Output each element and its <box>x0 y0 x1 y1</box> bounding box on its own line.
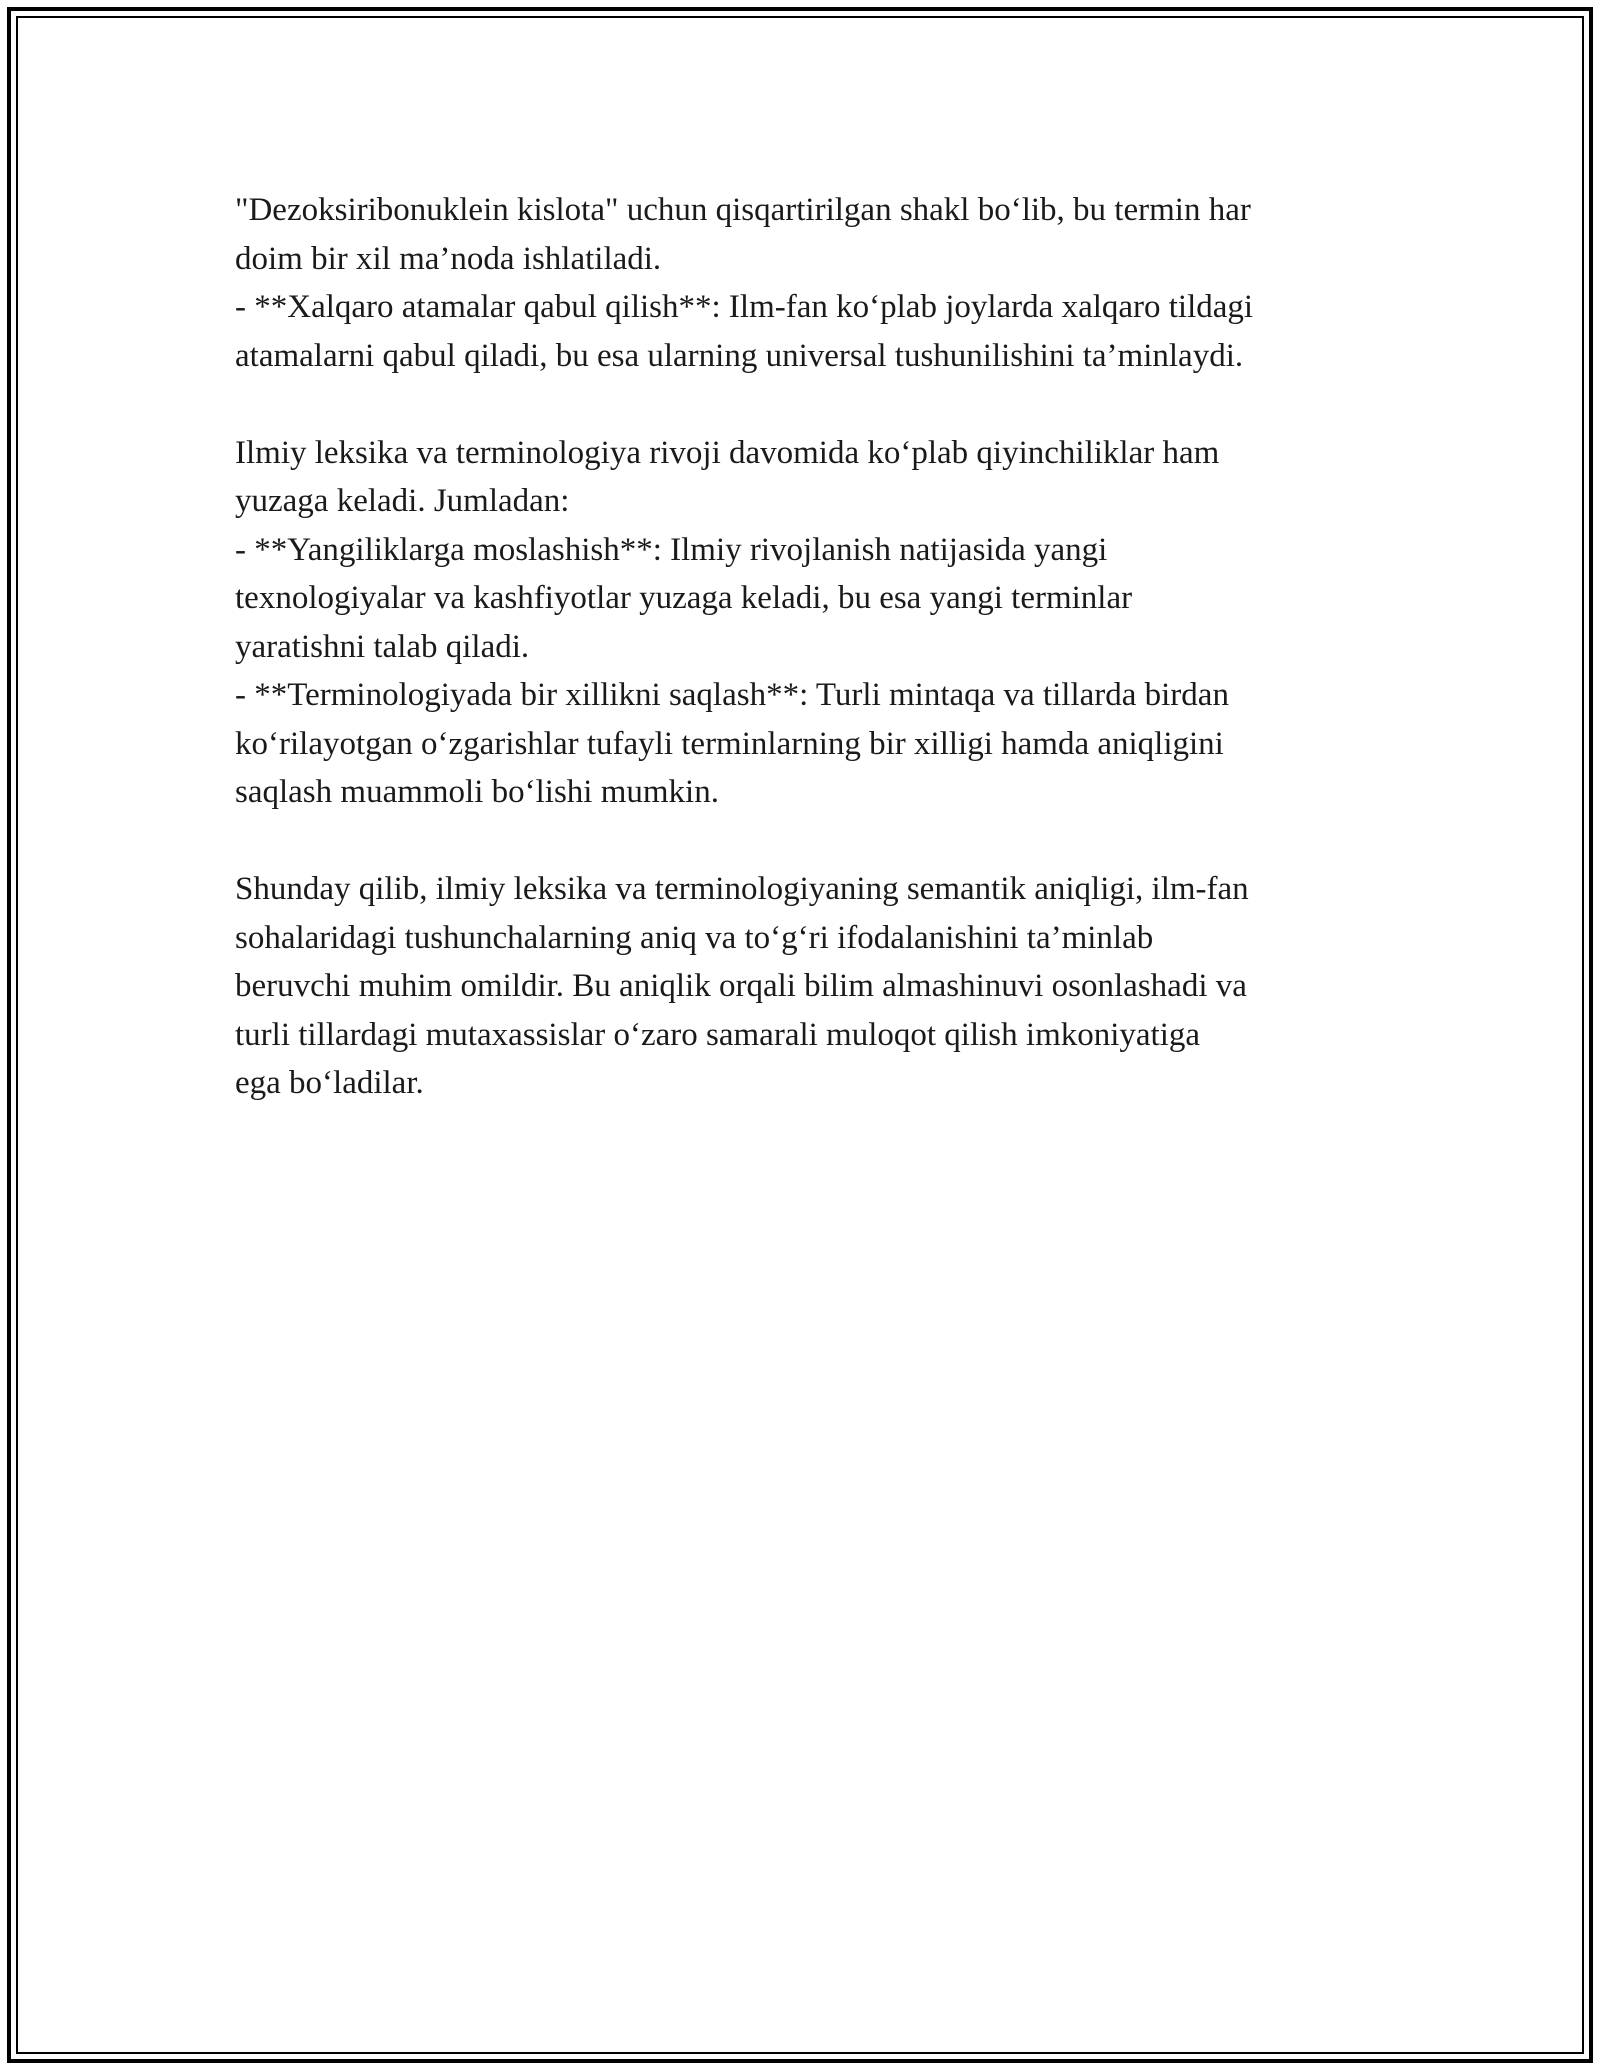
paragraph-spacer <box>235 380 1375 429</box>
text-line: ko‘rilayotgan o‘zgarishlar tufayli terminlarning bir xilligi hamda aniqligini <box>235 725 1224 762</box>
text-line: doim bir xil ma’noda ishlatiladi. <box>235 240 662 277</box>
text-line: yaratishni talab qiladi. <box>235 628 530 665</box>
text-line: saqlash muammoli bo‘lishi mumkin. <box>235 774 719 810</box>
text-line: Shunday qilib, ilmiy leksika va terminologiyaning semantik aniqligi, ilm-fan <box>235 871 1249 907</box>
text-line: turli tillardagi mutaxassislar o‘zaro samarali muloqot qilish imkoniyatiga <box>235 1016 1201 1053</box>
paragraph-spacer <box>235 817 1375 866</box>
paragraph-dna-and-international-terms <box>235 186 1375 380</box>
paragraph-conclusion <box>235 865 1375 1108</box>
paragraph-terminology-challenges <box>235 429 1375 817</box>
text-line: - **Xalqaro atamalar qabul qilish**: Ilm-fan ko‘plab joylarda xalqaro tildagi <box>235 289 1254 325</box>
text-line: texnologiyalar va kashfiyotlar yuzaga keladi, bu esa yangi terminlar <box>235 580 1133 616</box>
text-line: Ilmiy leksika va terminologiya rivoji davomida ko‘plab qiyinchiliklar ham <box>235 434 1220 471</box>
text-line: sohalaridagi tushunchalarning aniq va to‘g‘ri ifodalanishini ta’minlab <box>235 919 1154 956</box>
text-line: atamalarni qabul qiladi, bu esa ularning universal tushunilishini ta’minlaydi. <box>235 337 1244 374</box>
document-body <box>235 186 1375 1108</box>
text-line: yuzaga keladi. Jumladan: <box>235 483 570 519</box>
text-line: - **Terminologiyada bir xillikni saqlash**: Turli mintaqa va tillarda birdan <box>235 677 1229 713</box>
text-line: beruvchi muhim omildir. Bu aniqlik orqali bilim almashinuvi osonlashadi va <box>235 968 1247 1004</box>
text-line: ega bo‘ladilar. <box>235 1065 424 1101</box>
text-line: "Dezoksiribonuklein kislota" uchun qisqartirilgan shakl bo‘lib, bu termin har <box>235 192 1251 228</box>
text-line: - **Yangiliklarga moslashish**: Ilmiy rivojlanish natijasida yangi <box>235 531 1108 568</box>
